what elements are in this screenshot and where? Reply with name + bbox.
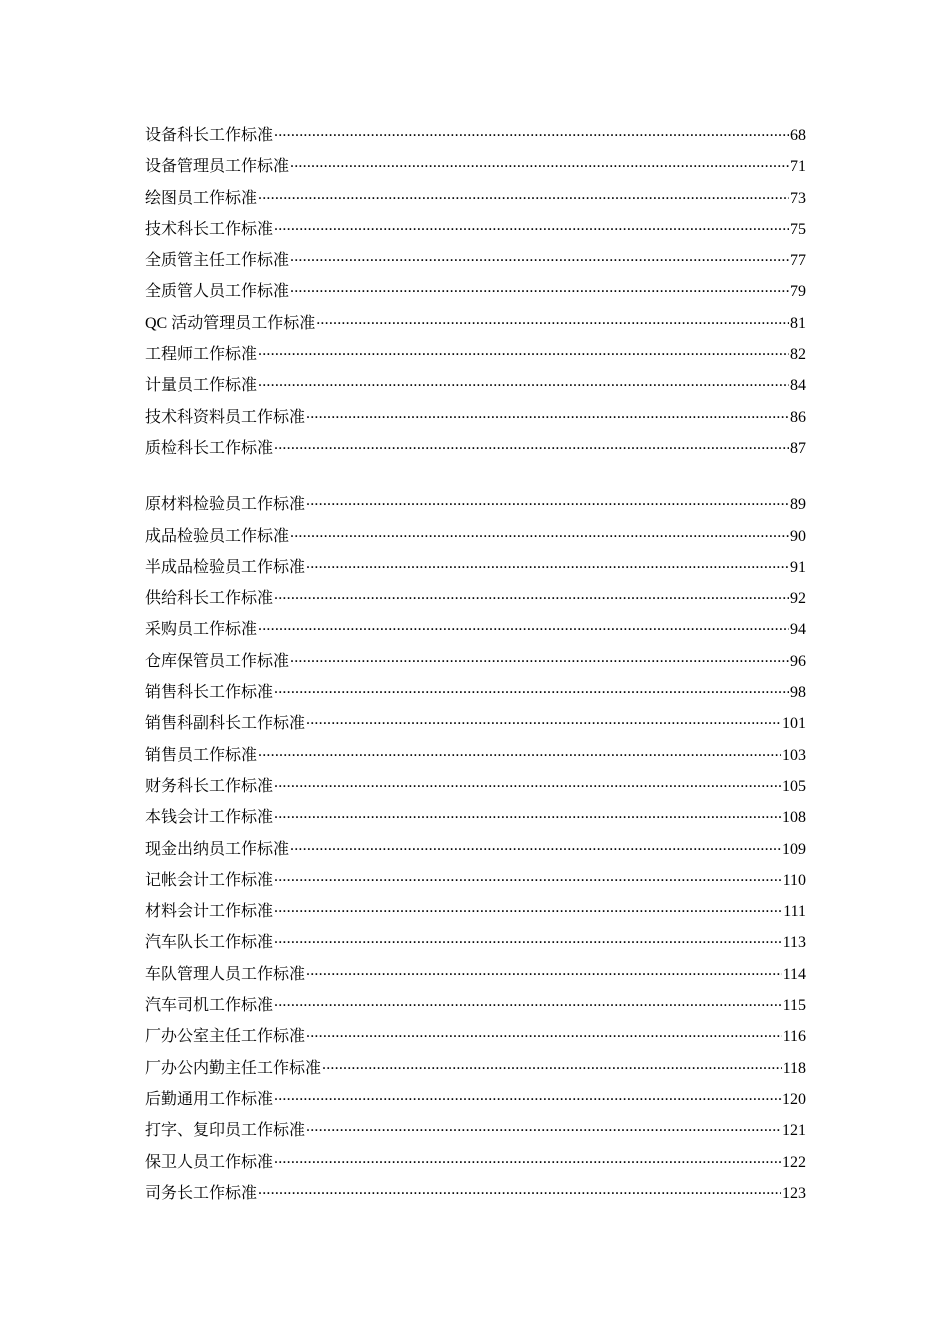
toc-entry[interactable] [145, 773, 806, 804]
toc-entry-page-number: 109 [782, 840, 806, 858]
toc-entry[interactable] [145, 404, 806, 435]
toc-entry[interactable] [145, 1180, 806, 1211]
toc-entry-title: 全质管人员工作标准 [145, 283, 290, 301]
toc-entry[interactable] [145, 1117, 806, 1148]
dot-leader [290, 525, 789, 541]
dot-leader [290, 280, 789, 296]
toc-entry[interactable] [145, 1086, 806, 1117]
dot-leader [306, 1025, 782, 1041]
dot-leader [258, 744, 781, 760]
toc-entry-title: 全质管主任工作标准 [145, 252, 290, 270]
dot-leader [258, 187, 789, 203]
toc-entry[interactable] [145, 961, 806, 992]
dot-leader [258, 1182, 781, 1198]
dot-leader [274, 587, 789, 603]
toc-entry[interactable] [145, 1055, 806, 1086]
toc-entry[interactable] [145, 247, 806, 278]
toc-entry-page-number: 75 [790, 220, 806, 238]
toc-entry-page-number: 103 [782, 746, 806, 764]
dot-leader [274, 806, 781, 822]
toc-entry-page-number: 122 [782, 1153, 806, 1171]
toc-entry-title: 厂办公内勤主任工作标准 [145, 1059, 322, 1077]
toc-entry[interactable] [145, 341, 806, 372]
toc-entry-title: 汽车队长工作标准 [145, 934, 274, 952]
toc-entry-title: 技术科资料员工作标准 [145, 408, 306, 426]
toc-entry-page-number: 91 [790, 558, 806, 576]
toc-entry-page-number: 116 [782, 1028, 806, 1046]
toc-entry-title: 绘图员工作标准 [145, 189, 258, 207]
toc-entry[interactable] [145, 185, 806, 216]
toc-entry-page-number: 87 [790, 439, 806, 457]
dot-leader [306, 963, 782, 979]
toc-entry-page-number: 96 [790, 652, 806, 670]
dot-leader [258, 618, 789, 634]
toc-entry[interactable] [145, 867, 806, 898]
toc-entry-title: 设备管理员工作标准 [145, 158, 290, 176]
toc-entry[interactable] [145, 992, 806, 1023]
toc-entry-title: 销售科长工作标准 [145, 684, 274, 702]
dot-leader [290, 249, 789, 265]
toc-entry[interactable] [145, 1149, 806, 1180]
toc-entry[interactable] [145, 804, 806, 835]
toc-entry-title: 供给科长工作标准 [145, 590, 274, 608]
toc-entry-page-number: 98 [790, 684, 806, 702]
dot-leader [258, 343, 789, 359]
toc-entry-page-number: 77 [790, 252, 806, 270]
dot-leader [290, 650, 789, 666]
dot-leader [258, 374, 789, 390]
toc-entry-page-number: 113 [782, 934, 806, 952]
toc-entry[interactable] [145, 278, 806, 309]
toc-entry-title: 采购员工作标准 [145, 621, 258, 639]
toc-entry-title: 记帐会计工作标准 [145, 871, 274, 889]
toc-entry-page-number: 115 [782, 997, 806, 1015]
toc-entry-page-number: 71 [790, 158, 806, 176]
toc-entry-title: 厂办公室主任工作标准 [145, 1028, 306, 1046]
toc-entry[interactable] [145, 491, 806, 522]
dot-leader [316, 312, 789, 328]
toc-entry-title: 打字、复印员工作标准 [145, 1122, 306, 1140]
toc-entry-page-number: 101 [782, 715, 806, 733]
dot-leader [290, 155, 789, 171]
dot-leader [274, 218, 789, 234]
dot-leader [290, 838, 781, 854]
toc-entry-page-number: 114 [782, 965, 806, 983]
toc-entry-title: 计量员工作标准 [145, 377, 258, 395]
toc-entry-page-number: 73 [790, 189, 806, 207]
toc-entry[interactable] [145, 616, 806, 647]
toc-entry-page-number: 123 [782, 1184, 806, 1202]
toc-entry-page-number: 68 [790, 127, 806, 144]
dot-leader [274, 931, 782, 947]
toc-entry-title: 销售员工作标准 [145, 746, 258, 764]
toc-entry-title: 工程师工作标准 [145, 346, 258, 364]
toc-entry[interactable] [145, 1023, 806, 1054]
toc-entry-page-number: 92 [790, 590, 806, 608]
toc-entry[interactable] [145, 153, 806, 184]
dot-leader [274, 124, 789, 140]
toc-entry[interactable] [145, 710, 806, 741]
toc-entry[interactable] [145, 898, 806, 929]
toc-entry-page-number: 111 [783, 903, 806, 921]
dot-leader [306, 712, 781, 728]
toc-entry[interactable] [145, 742, 806, 773]
toc-entry-title: 后勤通用工作标准 [145, 1090, 274, 1108]
table-of-contents [145, 122, 806, 1211]
toc-entry-title: 半成品检验员工作标准 [145, 558, 306, 576]
toc-entry-title: 现金出纳员工作标准 [145, 840, 290, 858]
toc-group [145, 122, 806, 466]
toc-entry-title: 质检科长工作标准 [145, 439, 274, 457]
dot-leader [274, 1088, 781, 1104]
toc-entry-title: 仓库保管员工作标准 [145, 652, 290, 670]
toc-entry-page-number: 120 [782, 1090, 806, 1108]
toc-entry-title: QC 活动管理员工作标准 [145, 314, 316, 332]
toc-entry-title: 原材料检验员工作标准 [145, 496, 306, 514]
dot-leader [274, 681, 789, 697]
dot-leader [306, 556, 789, 572]
toc-entry-title: 本钱会计工作标准 [145, 809, 274, 827]
toc-entry-title: 司务长工作标准 [145, 1184, 258, 1202]
toc-entry[interactable] [145, 679, 806, 710]
dot-leader [274, 437, 789, 453]
toc-entry-page-number: 118 [782, 1059, 806, 1077]
dot-leader [322, 1057, 782, 1073]
toc-entry-title: 材料会计工作标准 [145, 903, 274, 921]
toc-entry-page-number: 110 [782, 871, 806, 889]
toc-entry-page-number: 90 [790, 527, 806, 545]
toc-entry[interactable] [145, 216, 806, 247]
toc-entry[interactable] [145, 836, 806, 867]
toc-group [145, 491, 806, 1211]
toc-entry[interactable] [145, 554, 806, 585]
toc-entry-title: 车队管理人员工作标准 [145, 965, 306, 983]
dot-leader [274, 775, 781, 791]
toc-entry-title: 财务科长工作标准 [145, 777, 274, 795]
dot-leader [306, 493, 789, 509]
toc-entry[interactable] [145, 585, 806, 616]
toc-entry-page-number: 94 [790, 621, 806, 639]
dot-leader [274, 900, 782, 916]
dot-leader [274, 1151, 781, 1167]
dot-leader [306, 406, 789, 422]
dot-leader [306, 1119, 781, 1135]
dot-leader [274, 994, 782, 1010]
toc-entry[interactable] [145, 435, 806, 466]
toc-entry-page-number: 86 [790, 408, 806, 426]
toc-entry-title: 保卫人员工作标准 [145, 1153, 274, 1171]
toc-entry-page-number: 84 [790, 377, 806, 395]
toc-entry-page-number: 81 [790, 314, 806, 332]
toc-entry[interactable] [145, 372, 806, 403]
toc-entry[interactable] [145, 648, 806, 679]
toc-entry-page-number: 79 [790, 283, 806, 301]
toc-entry-title: 汽车司机工作标准 [145, 997, 274, 1015]
toc-entry[interactable] [145, 122, 806, 153]
toc-entry-title: 设备科长工作标准 [145, 127, 274, 144]
toc-entry-title: 销售科副科长工作标准 [145, 715, 306, 733]
dot-leader [274, 869, 782, 885]
toc-entry[interactable] [145, 929, 806, 960]
toc-entry[interactable] [145, 310, 806, 341]
toc-entry-page-number: 89 [790, 496, 806, 514]
toc-entry-page-number: 108 [782, 809, 806, 827]
toc-entry-title: 成品检验员工作标准 [145, 527, 290, 545]
toc-entry[interactable] [145, 523, 806, 554]
toc-entry-page-number: 82 [790, 346, 806, 364]
toc-entry-page-number: 105 [782, 777, 806, 795]
toc-entry-page-number: 121 [782, 1122, 806, 1140]
toc-entry-title: 技术科长工作标准 [145, 220, 274, 238]
